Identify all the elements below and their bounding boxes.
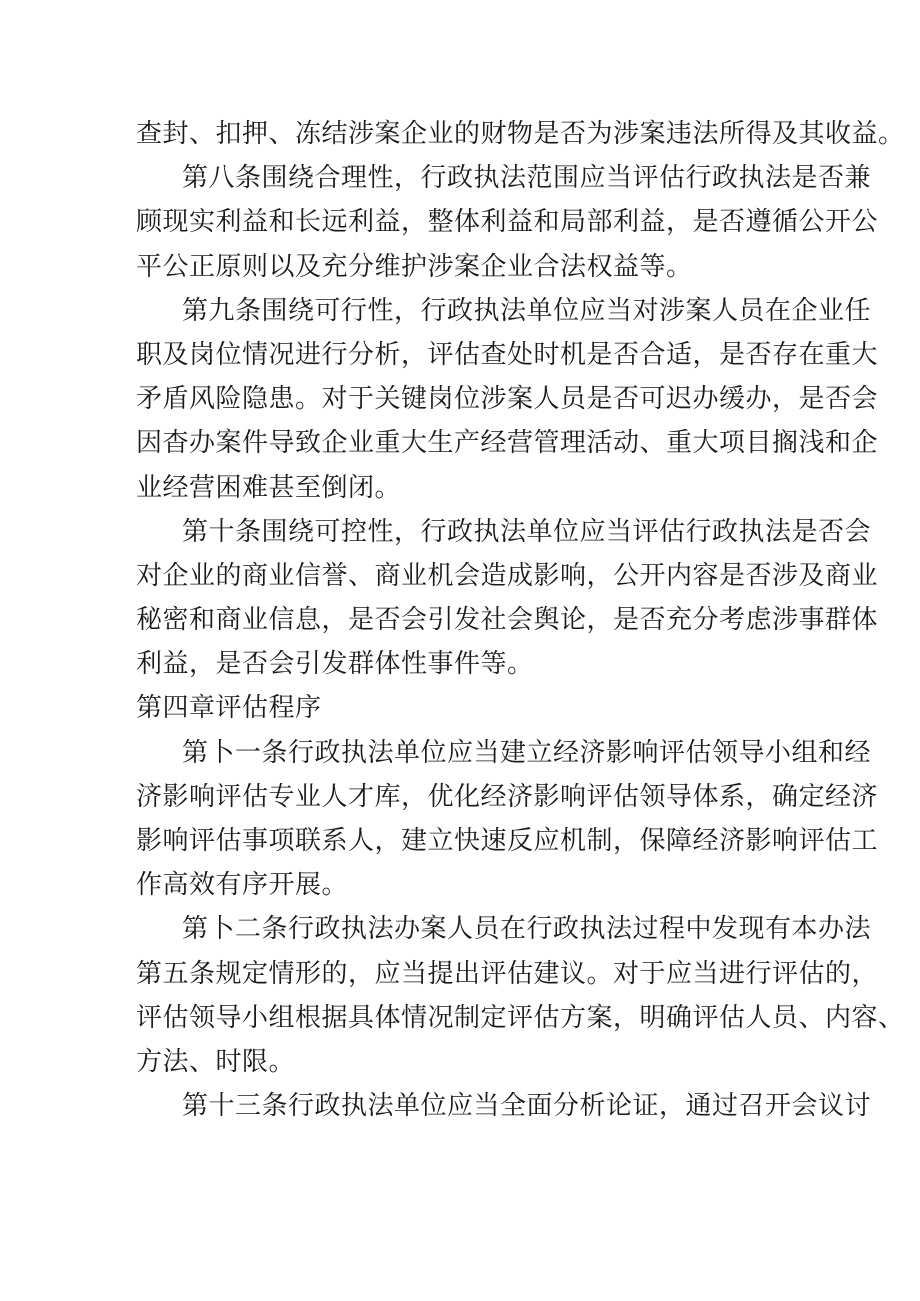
text-line: 第十条围绕可控性，行政执法单位应当评估行政执法是否会 — [182, 516, 872, 547]
chapter-heading: 第四章评估程序 — [136, 693, 322, 724]
text-line: 济影响评估专业人才库，优化经济影响评估领导体系，确定经济 — [136, 781, 879, 812]
text-line: 第五条规定情形的，应当提出评估建议。对于应当进行评估的， — [136, 958, 879, 989]
text-line: 平公正原则以及充分维护涉案企业合法权益等。 — [136, 251, 693, 282]
text-line: 秘密和商业信息，是否会引发社会舆论，是否充分考虑涉事群体 — [136, 605, 879, 636]
text-line: 职及岗位情况进行分析，评估查处时机是否合适，是否存在重大 — [136, 339, 879, 370]
text-line: 因杳办案件导致企业重大生产经营管理活动、重大项目搁浅和企 — [136, 428, 879, 459]
text-line: 第九条围绕可行性，行政执法单位应当对涉案人员在企业任 — [182, 295, 872, 326]
text-line: 业经营困难甚至倒闭。 — [136, 472, 402, 503]
text-line: 矛盾风险隐患。对于关键岗位涉案人员是否可迟办缓办，是否会 — [136, 384, 879, 415]
text-line: 顾现实利益和长远利益，整体利益和局部利益，是否遵循公开公 — [136, 207, 879, 238]
text-line: 第卜二条行政执法办案人员在行政执法过程中发现有本办法 — [182, 914, 872, 945]
text-line: 对企业的商业信誉、商业机会造成影响，公开内容是否涉及商业 — [136, 560, 879, 591]
text-line: 作高效有序开展。 — [136, 870, 349, 901]
text-line: 利益，是否会引发群体性事件等。 — [136, 649, 534, 680]
text-line: 评估领导小组根据具体情况制定评估方案，明确评估人员、内容、 — [136, 1002, 905, 1033]
text-line: 第十三条行政执法单位应当全面分析论证，通过召开会议讨 — [182, 1091, 872, 1122]
text-line: 影响评估事项联系人，建立快速反应机制，保障经济影响评估工 — [136, 826, 879, 856]
text-line: 第八条围绕合理性，行政执法范围应当评估行政执法是否兼 — [182, 163, 872, 194]
text-line: 查封、扣押、冻结涉案企业的财物是否为涉案违法所得及其收益。 — [136, 119, 905, 149]
text-line: 方法、时限。 — [136, 1046, 296, 1077]
text-line: 第卜一条行政执法单位应当建立经济影响评估领导小组和经 — [182, 737, 872, 768]
document-body — [136, 112, 905, 1128]
